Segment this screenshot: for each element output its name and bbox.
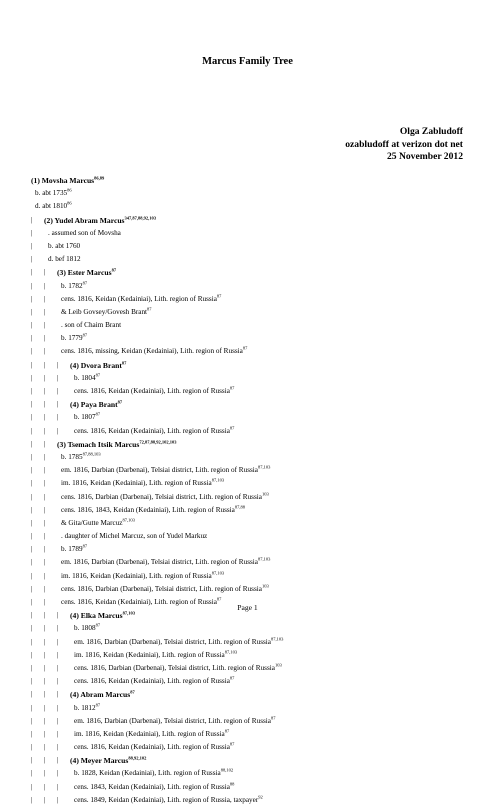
- tree-connector: [31, 675, 44, 688]
- source-citation: 103: [261, 491, 269, 497]
- tree-connector: [31, 728, 44, 741]
- tree-connector: [31, 266, 44, 279]
- tree-connector: [31, 359, 44, 372]
- source-citation: 87: [229, 741, 235, 747]
- tree-connector: [44, 781, 57, 794]
- person-entry: [31, 266, 471, 279]
- tree-connector: [31, 715, 44, 728]
- tree-connector: [31, 556, 44, 569]
- tree-connector: [57, 781, 70, 794]
- detail-entry: [31, 240, 471, 253]
- tree-connector: [31, 385, 44, 398]
- tree-connector: [31, 214, 44, 227]
- tree-connector: [44, 662, 57, 675]
- source-citation: 87,103: [270, 636, 284, 642]
- tree-connector: [31, 702, 44, 715]
- tree-connector: [31, 398, 44, 411]
- entry-text: cens. 1816, Keidan (Kedainiai), Lith. region of Russia: [74, 387, 230, 395]
- source-citation: 86: [67, 187, 72, 193]
- source-citation: 87: [229, 425, 235, 431]
- source-citation: 86: [67, 200, 72, 206]
- tree-connector: [57, 425, 70, 438]
- source-citation: 87: [82, 332, 88, 338]
- source-citation: 87: [95, 702, 101, 708]
- tree-connector: [44, 622, 57, 635]
- detail-entry: [31, 556, 471, 569]
- source-citation: 347,87,88,92,103: [124, 215, 157, 221]
- source-citation: 87: [117, 399, 123, 405]
- tree-connector: [31, 451, 44, 464]
- entry-text: b. 1782: [61, 281, 83, 290]
- tree-connector: [31, 345, 44, 358]
- person-entry: [31, 214, 471, 227]
- detail-entry: [31, 649, 471, 662]
- tree-connector: [44, 477, 57, 490]
- person-entry: [31, 174, 471, 187]
- tree-connector: [31, 319, 44, 332]
- detail-entry: [31, 385, 471, 398]
- entry-text: & Gita/Gutte Marcuz: [61, 518, 123, 527]
- source-citation: 87,88,103: [82, 451, 101, 457]
- detail-entry: [31, 253, 471, 266]
- source-citation: 87: [95, 411, 101, 417]
- page-number: Page 1: [237, 603, 258, 612]
- source-citation: 87,103: [211, 477, 225, 483]
- person-name: (4) Meyer Marcus: [70, 756, 129, 766]
- author-email: ozabludoff at verizon dot net: [345, 138, 463, 150]
- source-citation: 87: [229, 675, 235, 681]
- source-citation: 87: [121, 360, 127, 366]
- tree-connector: [44, 266, 57, 279]
- person-name: (3) Ester Marcus: [57, 268, 112, 278]
- person-entry: [31, 754, 471, 767]
- source-citation: 87: [95, 372, 101, 378]
- source-citation: 87: [130, 689, 135, 695]
- entry-text: im. 1816, Keidan (Kedainiai), Lith. region of Russia: [74, 650, 225, 659]
- tree-connector: [57, 359, 70, 372]
- entry-text: cens. 1816, 1843, Keidan (Kedainiai), Lith. region of Russia: [61, 505, 235, 514]
- tree-connector: [44, 688, 57, 701]
- tree-connector: [31, 477, 44, 490]
- tree-connector: [44, 728, 57, 741]
- entry-text: b. 1812: [74, 703, 96, 712]
- entry-text: cens. 1816, Keidan (Kedainiai), Lith. region of Russia: [61, 598, 217, 606]
- tree-connector: [31, 662, 44, 675]
- tree-connector: [44, 319, 57, 332]
- source-citation: 87,103: [224, 649, 238, 655]
- person-name: (4) Dvora Brant: [70, 360, 122, 370]
- tree-connector: [57, 767, 70, 780]
- detail-entry: [31, 451, 471, 464]
- tree-connector: [44, 464, 57, 477]
- source-citation: 87: [147, 306, 152, 312]
- tree-connector: [44, 306, 57, 319]
- source-citation: 87: [229, 385, 235, 391]
- tree-connector: [31, 583, 44, 596]
- tree-connector: [31, 741, 44, 754]
- tree-connector: [57, 649, 70, 662]
- detail-entry: [31, 622, 471, 635]
- entry-text: cens. 1816, Keidan (Kedainiai), Lith. region of Russia: [74, 426, 230, 435]
- source-citation: 86,89: [94, 175, 105, 181]
- source-citation: 87: [270, 715, 276, 721]
- tree-connector: [31, 622, 44, 635]
- tree-connector: [44, 438, 57, 451]
- entry-text: b. 1779: [61, 334, 83, 343]
- tree-connector: [44, 715, 57, 728]
- source-citation: 87: [82, 543, 88, 549]
- tree-connector: [44, 504, 57, 517]
- tree-connector: [31, 253, 44, 266]
- tree-connector: [31, 781, 44, 794]
- tree-connector: [57, 636, 70, 649]
- detail-entry: [31, 702, 471, 715]
- tree-connector: [31, 280, 44, 293]
- tree-connector: [31, 491, 44, 504]
- author-name: Olga Zabludoff: [399, 126, 463, 137]
- entry-text: b. 1785: [61, 452, 83, 461]
- tree-connector: [44, 543, 57, 556]
- entry-text: im. 1816, Keidan (Kedainiai), Lith. region of Russia: [74, 729, 225, 738]
- tree-connector: [44, 411, 57, 424]
- detail-entry: [31, 187, 471, 200]
- person-entry: [31, 438, 471, 451]
- entry-text: . assumed son of Movsha: [48, 228, 121, 237]
- entry-text: b. 1807: [74, 413, 96, 422]
- entry-text: & Leib Govsey/Govesh Brant: [61, 307, 148, 316]
- detail-entry: [31, 517, 471, 530]
- entry-text: b. 1789: [61, 545, 83, 554]
- tree-connector: [44, 767, 57, 780]
- entry-text: im. 1816, Keidan (Kedainiai), Lith. region of Russia: [61, 571, 212, 580]
- tree-connector: [44, 556, 57, 569]
- tree-connector: [31, 767, 44, 780]
- document-date: 25 November 2012: [386, 151, 463, 163]
- tree-connector: [31, 570, 44, 583]
- detail-entry: [31, 636, 471, 649]
- entry-text: im. 1816, Keidan (Kedainiai), Lith. region of Russia: [61, 479, 212, 488]
- tree-connector: [31, 504, 44, 517]
- detail-entry: [31, 781, 471, 794]
- tree-connector: [31, 332, 44, 345]
- tree-connector: [44, 425, 57, 438]
- tree-connector: [44, 293, 57, 306]
- detail-entry: [31, 570, 471, 583]
- tree-connector: [31, 372, 44, 385]
- tree-connector: [57, 372, 70, 385]
- detail-entry: [31, 491, 471, 504]
- tree-connector: [44, 280, 57, 293]
- tree-connector: [57, 754, 70, 767]
- tree-connector: [31, 293, 44, 306]
- tree-connector: [44, 372, 57, 385]
- tree-connector: [31, 636, 44, 649]
- tree-connector: [31, 411, 44, 424]
- document-title: Marcus Family Tree: [202, 56, 293, 67]
- entry-text: cens. 1849, Keidan (Kedainiai), Lith. region of Russia, taxpayer: [74, 795, 259, 804]
- person-name: (4) Paya Brant: [70, 400, 118, 410]
- detail-entry: [31, 767, 471, 780]
- detail-entry: [31, 345, 471, 358]
- tree-connector: [57, 715, 70, 728]
- tree-connector: [57, 385, 70, 398]
- tree-connector: [31, 438, 44, 451]
- detail-entry: [31, 332, 471, 345]
- detail-entry: [31, 306, 471, 319]
- person-name: (1) Movsha Marcus: [31, 176, 95, 185]
- entry-text: d. bef 1812: [48, 255, 81, 264]
- tree-connector: [44, 583, 57, 596]
- detail-entry: [31, 464, 471, 477]
- source-citation: 87: [242, 346, 248, 352]
- detail-entry: [31, 504, 471, 517]
- detail-entry: [31, 319, 471, 332]
- person-name: (2) Yudel Abram Marcus: [44, 215, 125, 225]
- source-citation: 87: [111, 267, 117, 273]
- source-citation: 87,103: [211, 570, 225, 576]
- tree-connector: [57, 794, 70, 807]
- tree-connector: [44, 570, 57, 583]
- tree-connector: [44, 451, 57, 464]
- tree-connector: [31, 794, 44, 807]
- tree-connector: [44, 794, 57, 807]
- tree-connector: [57, 622, 70, 635]
- person-entry: [31, 688, 471, 701]
- source-citation: 88,92,102: [128, 755, 147, 761]
- tree-connector: [44, 741, 57, 754]
- tree-connector: [31, 754, 44, 767]
- source-citation: 92: [258, 794, 263, 800]
- detail-entry: [31, 227, 471, 240]
- entry-text: . daughter of Michel Marcuz, son of Yudel Markuz: [61, 532, 208, 541]
- tree-connector: [44, 754, 57, 767]
- source-citation: 87,103: [257, 557, 271, 563]
- tree-connector: [31, 517, 44, 530]
- detail-entry: [31, 372, 471, 385]
- tree-connector: [31, 530, 44, 543]
- tree-connector: [44, 649, 57, 662]
- detail-entry: [31, 741, 471, 754]
- tree-connector: [44, 530, 57, 543]
- detail-entry: [31, 200, 471, 213]
- tree-connector: [31, 425, 44, 438]
- detail-entry: [31, 293, 471, 306]
- entry-text: em. 1816, Darbian (Darbenai), Telsiai district, Lith. region of Russia: [74, 716, 271, 725]
- source-citation: 87,103: [122, 517, 135, 523]
- tree-connector: [57, 702, 70, 715]
- entry-text: em. 1816, Darbian (Darbenai), Telsiai district, Lith. region of Russia: [61, 558, 258, 567]
- source-citation: 87: [82, 280, 88, 286]
- entry-text: cens. 1816, Darbian (Darbenai), Telsiai district, Lith. region of Russia: [61, 492, 262, 501]
- source-citation: 87,88: [234, 504, 245, 510]
- tree-connector: [57, 741, 70, 754]
- person-entry: [31, 398, 471, 411]
- entry-text: cens. 1816, Keidan (Kedainiai), Lith. region of Russia: [74, 743, 230, 752]
- tree-connector: [44, 702, 57, 715]
- tree-connector: [57, 728, 70, 741]
- source-citation: 87,103: [122, 610, 135, 616]
- tree-connector: [31, 688, 44, 701]
- entry-text: b. 1804: [74, 373, 96, 382]
- entry-text: b. 1808: [74, 624, 96, 633]
- tree-connector: [57, 398, 70, 411]
- source-citation: 87: [216, 596, 222, 602]
- source-citation: 103: [274, 662, 282, 668]
- tree-connector: [31, 240, 44, 253]
- tree-connector: [31, 649, 44, 662]
- detail-entry: [31, 280, 471, 293]
- detail-entry: [31, 411, 471, 424]
- tree-connector: [31, 306, 44, 319]
- detail-entry: [31, 543, 471, 556]
- source-citation: 72,87,88,92,102,103: [139, 439, 177, 445]
- family-tree: [31, 174, 471, 807]
- tree-connector: [44, 491, 57, 504]
- entry-text: . son of Chaim Brant: [61, 321, 122, 330]
- source-citation: 87: [95, 622, 101, 628]
- detail-entry: [31, 583, 471, 596]
- person-name: (4) Elka Marcus: [70, 611, 123, 621]
- entry-text: cens. 1816, Keidan (Kedainiai), Lith. region of Russia: [74, 677, 230, 686]
- detail-entry: [31, 477, 471, 490]
- tree-connector: [31, 543, 44, 556]
- person-entry: [31, 359, 471, 372]
- detail-entry: [31, 715, 471, 728]
- tree-connector: [57, 688, 70, 701]
- entry-text: em. 1816, Darbian (Darbenai), Telsiai district, Lith. region of Russia: [61, 466, 258, 475]
- person-name: (3) Tsemach Itsik Marcus: [57, 439, 140, 449]
- tree-connector: [57, 411, 70, 424]
- source-citation: 103: [261, 583, 269, 589]
- entry-text: em. 1816, Darbian (Darbenai), Telsiai district, Lith. region of Russia: [74, 637, 271, 646]
- tree-connector: [44, 517, 57, 530]
- entry-text: cens. 1843, Keidan (Kedainiai), Lith. region of Russia: [74, 782, 230, 791]
- person-name: (4) Abram Marcus: [70, 690, 131, 700]
- source-citation: 88,102: [220, 768, 234, 774]
- detail-entry: [31, 425, 471, 438]
- entry-text: b. 1828, Keidan (Kedainiai), Lith. region of Russia: [74, 769, 221, 778]
- tree-connector: [31, 227, 44, 240]
- tree-connector: [44, 359, 57, 372]
- source-citation: 87,103: [257, 464, 271, 470]
- tree-connector: [44, 345, 57, 358]
- detail-entry: [31, 794, 471, 807]
- detail-entry: [31, 662, 471, 675]
- source-citation: 88: [229, 781, 235, 787]
- entry-text: d. abt 1810: [35, 202, 68, 211]
- detail-entry: [31, 530, 471, 543]
- entry-text: cens. 1816, Darbian (Darbenai), Telsiai district, Lith. region of Russia: [61, 584, 262, 593]
- tree-connector: [44, 675, 57, 688]
- tree-connector: [44, 332, 57, 345]
- entry-text: b. abt 1735: [35, 189, 68, 198]
- source-citation: 87: [216, 293, 222, 299]
- entry-text: cens. 1816, Keidan (Kedainiai), Lith. region of Russia: [61, 294, 217, 303]
- tree-connector: [57, 675, 70, 688]
- tree-connector: [44, 398, 57, 411]
- tree-connector: [44, 636, 57, 649]
- tree-connector: [44, 385, 57, 398]
- source-citation: 87: [224, 728, 230, 734]
- author-block: [345, 126, 463, 164]
- entry-text: cens. 1816, Darbian (Darbenai), Telsiai district, Lith. region of Russia: [74, 663, 275, 672]
- detail-entry: [31, 728, 471, 741]
- detail-entry: [31, 675, 471, 688]
- entry-text: b. abt 1760: [48, 241, 81, 250]
- entry-text: cens. 1816, missing, Keidan (Kedainiai), Lith. region of Russia: [61, 347, 243, 356]
- tree-connector: [31, 464, 44, 477]
- tree-connector: [57, 662, 70, 675]
